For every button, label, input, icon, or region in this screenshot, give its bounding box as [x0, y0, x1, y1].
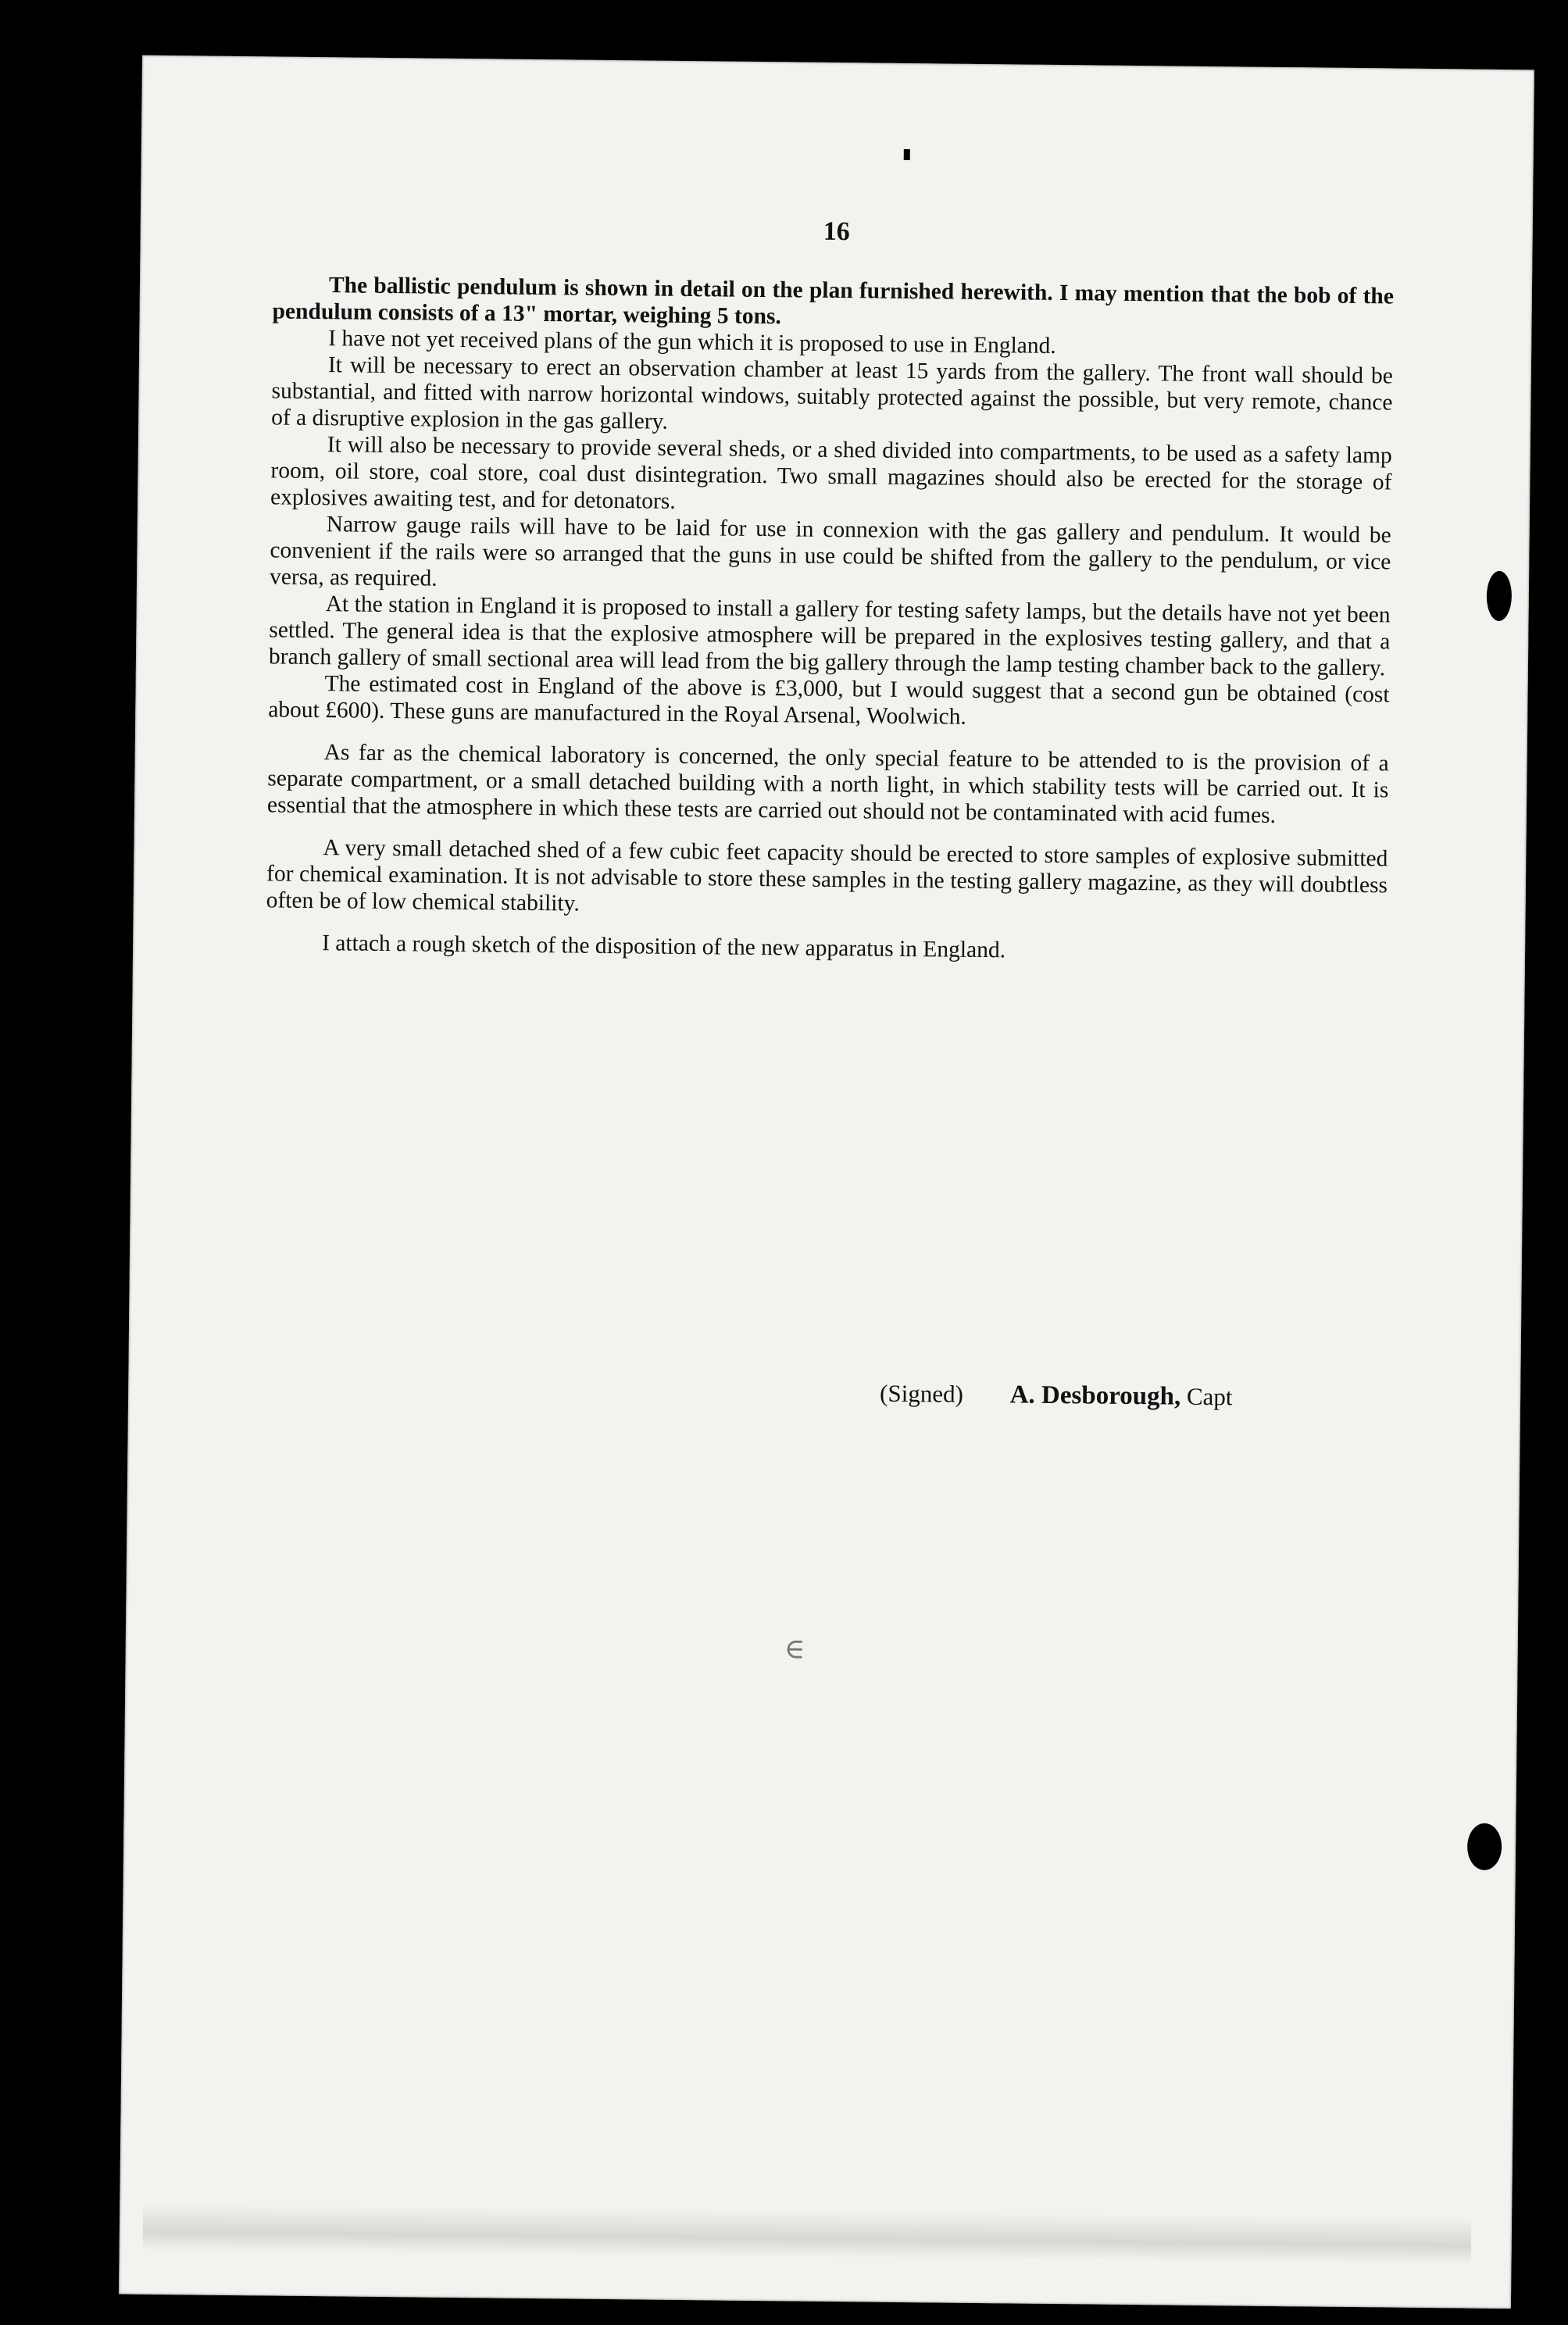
signed-label: (Signed)	[879, 1379, 964, 1408]
paragraph-estimated-cost: The estimated cost in England of the above is £3,000, but I would suggest that a second gun be obtained (cost about £600). These guns are manufactured in the Royal Arsenal, Woolwich.	[268, 671, 1390, 730]
scan-smudge	[143, 2204, 1472, 2265]
paragraph-gun-plans: I have not yet received plans of the gun which it is proposed to use in England.	[328, 326, 1056, 359]
stray-mark: ∈	[784, 1633, 805, 1665]
paragraph-observation-chamber: It will be necessary to erect an observation chamber at least 15 yards from the gallery. The front wall should be substantial, and fitted with narrow horizontal windows, suitably protected against the possible, but very remote, chance of a disruptive explosion in the gas gallery.	[271, 352, 1394, 434]
ink-dot	[904, 149, 910, 160]
paragraph-safety-lamp-gallery: At the station in England it is proposed to install a gallery for testing safety lamps, but the details have not yet been settled. The general idea is that the explosive atmosphere will be prepared in the explosives testing gallery, and that a branch gallery of small sectional area will lead from the big gallery through the lamp testing chamber back to the gallery.	[268, 591, 1391, 681]
paragraph-sample-shed: A very small detached shed of a few cubic feet capacity should be erected to store samples of explosive submitted for chemical examination. It is not advisable to store these samples in the testing gallery magazine, as they will doubtless often be of low chemical stability.	[266, 835, 1388, 916]
punch-hole	[1467, 1823, 1502, 1870]
paragraph-ballistic-pendulum: The ballistic pendulum is shown in detail on the plan furnished herewith. I may mention that the bob of the pendulum consists of a 13" mortar, weighing 5 tons.	[272, 273, 1395, 330]
paragraph-narrow-gauge-rails: Narrow gauge rails will have to be laid for use in connexion with the gas gallery and pendulum. It would be convenient if the rails were so arranged that the guns in use could be shifted from the gallery to the pendulum, or vice versa, as required.	[269, 512, 1391, 591]
paragraph-chemical-laboratory: As far as the chemical laboratory is concerned, the only special feature to be attended to is the provision of a separate compartment, or a small detached building with a north light, in which stability tests will be carried out. It is essential that the atmosphere in which these tests are carried out should not be contaminated with acid fumes.	[266, 740, 1389, 828]
signature-line	[880, 1380, 1233, 1412]
body-text	[266, 271, 1394, 967]
signatory-rank: Capt	[1186, 1382, 1233, 1411]
page-number: 16	[823, 216, 850, 247]
document-page	[119, 55, 1534, 2309]
paragraph-sheds: It will also be necessary to provide several sheds, or a shed divided into compartments, to be used as a safety lamp room, oil store, coal store, coal dust disintegration. Two small magazines should also be erected for the storage of explosives awaiting test, and for detonators.	[270, 432, 1392, 514]
paragraph-sketch-attached: I attach a rough sketch of the disposition of the new apparatus in England.	[321, 930, 1006, 963]
punch-hole	[1487, 571, 1513, 621]
signatory-name: A. Desborough,	[1009, 1380, 1181, 1411]
